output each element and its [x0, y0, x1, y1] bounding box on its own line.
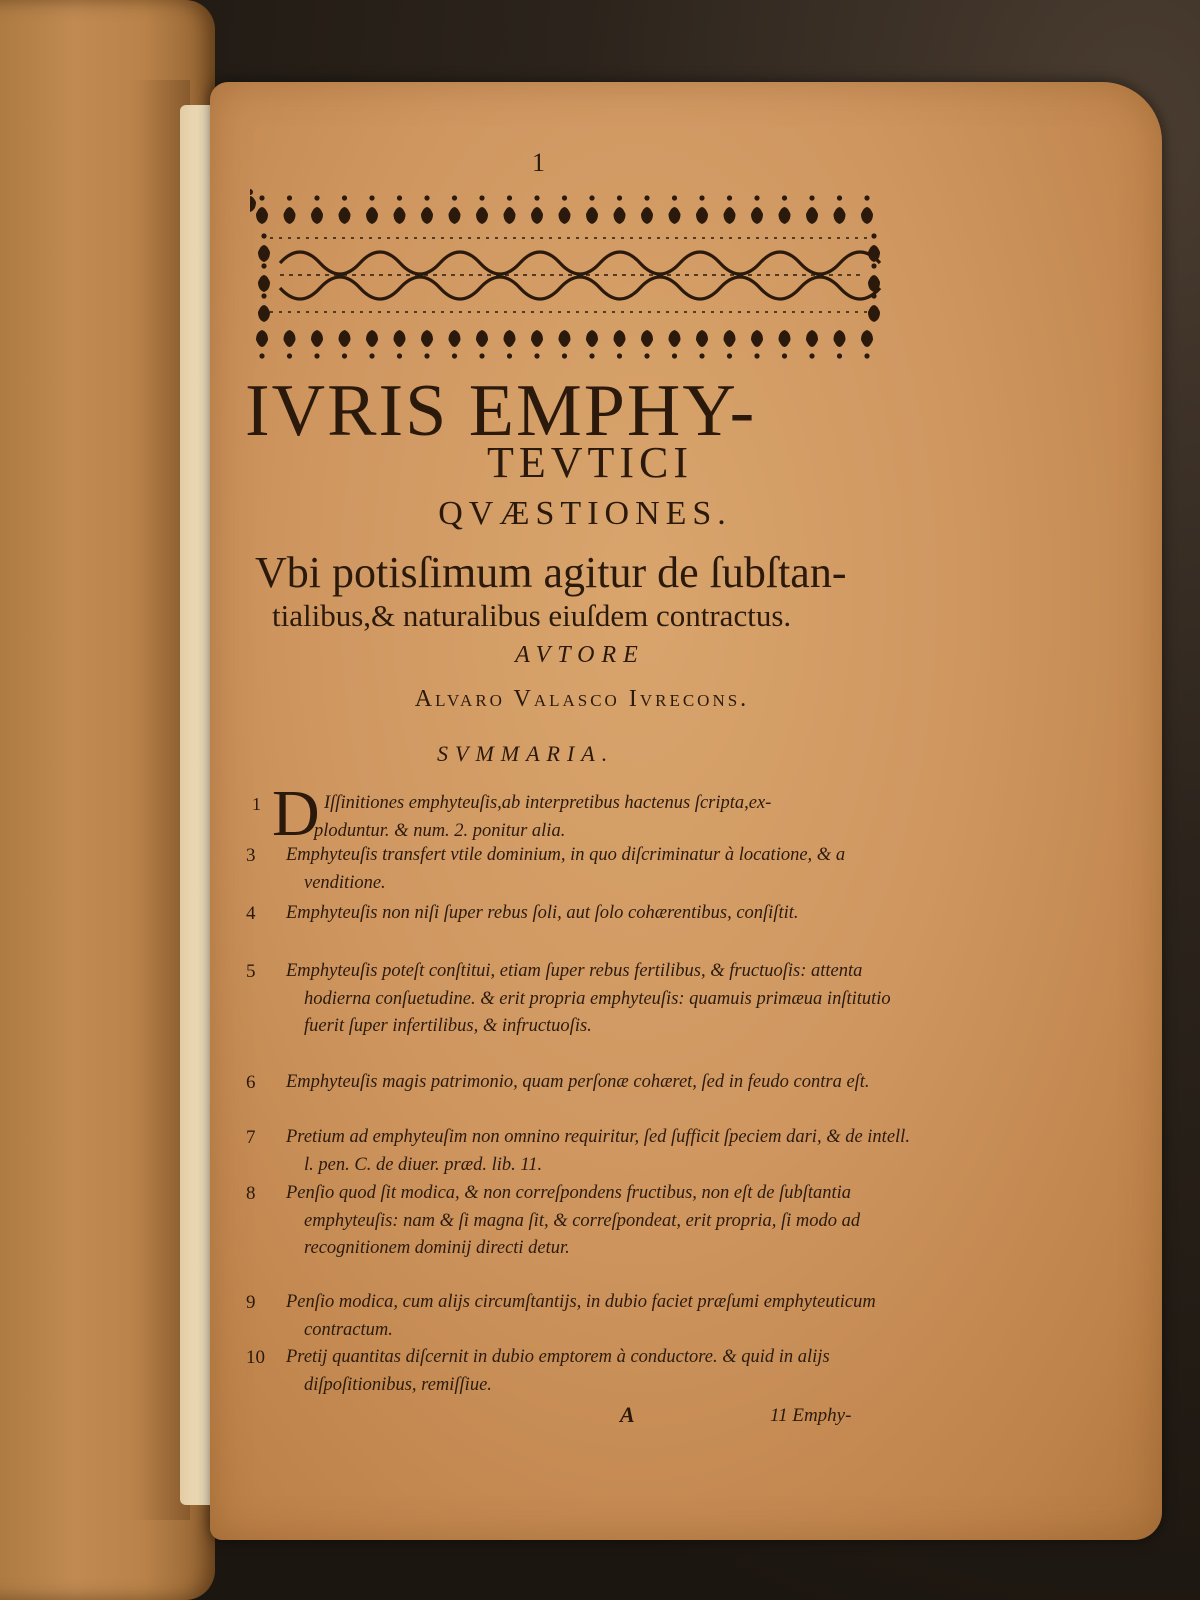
title-line-1: IVRIS EMPHY- [245, 370, 757, 452]
ornament-drop [476, 330, 488, 347]
ornament-drop [504, 330, 516, 347]
ornament-dot [672, 353, 677, 358]
ornament-dot [369, 353, 374, 358]
ornament-dot [452, 353, 457, 358]
ornament-drop [641, 207, 653, 224]
ornament-dot [287, 195, 292, 200]
ornament-drop [834, 207, 846, 224]
entry-number: 3 [246, 845, 256, 866]
ornament-dot [837, 353, 842, 358]
ornament-dot [479, 353, 484, 358]
ornament-dot [809, 353, 814, 358]
autore-label: AVTORE [515, 642, 645, 668]
ornament-dot [534, 353, 539, 358]
ornament-drop [586, 330, 598, 347]
entry-number: 10 [246, 1347, 265, 1368]
ornament-dot [562, 195, 567, 200]
title-line-3: QVÆSTIONES. [438, 495, 732, 532]
ornament-dot [259, 353, 264, 358]
ornamental-headpiece [250, 188, 890, 368]
ornament-drop [751, 330, 763, 347]
ornament-dot [314, 195, 319, 200]
ornament-dot [452, 195, 457, 200]
ornament-drop [284, 330, 296, 347]
ornament-dot [424, 353, 429, 358]
title-line-2: TEVTICI [486, 438, 694, 487]
ornament-drop [284, 207, 296, 224]
ornament-drop [806, 207, 818, 224]
ornament-dot [727, 195, 732, 200]
ornament-dot [672, 195, 677, 200]
ornament-drop [614, 207, 626, 224]
ornament-dot [314, 353, 319, 358]
entry-number: 4 [246, 903, 256, 924]
ornament-drop [394, 207, 406, 224]
ornament-dot [342, 195, 347, 200]
entry-number: 5 [246, 961, 256, 982]
ornament-drop [559, 207, 571, 224]
ornament-dot [699, 353, 704, 358]
ornament-dot [644, 353, 649, 358]
ornament-drop [311, 330, 323, 347]
ornament-dot [871, 263, 876, 268]
ornament-drop [421, 330, 433, 347]
entry-text: Penſio quod ſit modica, & non correſpondens fructibus, non eſt de ſubſtantia emphyteuſis: nam & ſi magna ſit, & correſpondeat, erit propria, ſi modo ad recognitionem dominij directi detur. [286, 1183, 861, 1258]
ornament-dot [562, 353, 567, 358]
ornament-drop [806, 330, 818, 347]
ornament-drop [868, 305, 880, 322]
ornament-drop [258, 305, 270, 322]
ornament-drop [531, 207, 543, 224]
ornament-dot [261, 293, 266, 298]
ornament-drop [724, 207, 736, 224]
ornament-drop [669, 207, 681, 224]
ornament-dot [507, 353, 512, 358]
ornament-dot [782, 353, 787, 358]
ornament-drop [258, 245, 270, 262]
entry-text: Emphyteuſis poteſt conſtitui, etiam ſuper rebus fertilibus, & fructuoſis: attenta hodierna conſuetudine. & erit propria emphyteuſis: quamuis primæua inſtitutio fuerit ſuper infertilibus, & infructuoſis. [286, 961, 891, 1036]
ornament-drop [504, 207, 516, 224]
ornament-dot [589, 195, 594, 200]
entry-number: 1 [252, 794, 261, 814]
entry-number: 7 [246, 1127, 256, 1148]
first-entry-line-2: ploduntur. & num. 2. ponitur alia. [314, 820, 566, 841]
entry-number: 8 [246, 1183, 256, 1204]
ornament-dot [479, 195, 484, 200]
ornament-drop [696, 330, 708, 347]
first-entry-text [314, 790, 894, 845]
ornament-drop [779, 207, 791, 224]
entry-number: 9 [246, 1292, 256, 1313]
ornament-drop [256, 207, 268, 224]
first-entry-line-1: Iſſinitiones emphyteuſis,ab interpretibus hactenus ſcripta,ex- [324, 793, 772, 813]
entry-text: Emphyteuſis transfert vtile dominium, in quo diſcriminatur à locatione, & a venditione. [286, 845, 846, 893]
ornament-dot [754, 195, 759, 200]
entry-text: Pretij quantitas diſcernit in dubio emptorem à conductore. & quid in alijs diſpoſitionibus, remiſſiue. [286, 1347, 830, 1395]
entry-number: 6 [246, 1072, 256, 1093]
page-number: 1 [532, 148, 545, 177]
ornament-drop [449, 330, 461, 347]
ornament-dot [864, 353, 869, 358]
ornament-drop [394, 330, 406, 347]
ornament-drop [641, 330, 653, 347]
subtitle-line-1: Vbi potisſimum agitur de ſubſtan- [255, 548, 847, 597]
ornament-dot [342, 353, 347, 358]
ornament-drop [531, 330, 543, 347]
ornament-drop [834, 330, 846, 347]
ornament-drop [861, 330, 873, 347]
ornament-drop [586, 207, 598, 224]
ornament-drop [258, 275, 270, 292]
ornament-dot [424, 195, 429, 200]
ornament-drop [339, 330, 351, 347]
ornament-drop [724, 330, 736, 347]
ornament-drop [559, 330, 571, 347]
ornament-dot [644, 195, 649, 200]
ornament-drop [751, 207, 763, 224]
ornament-top-row [250, 189, 256, 212]
ornament-dot [589, 353, 594, 358]
ornament-drop [614, 330, 626, 347]
ornament-dot [259, 195, 264, 200]
ornament-dot [397, 195, 402, 200]
ornament-dot [754, 353, 759, 358]
ornament-drop [861, 207, 873, 224]
ornament-drop [476, 207, 488, 224]
entry-text: Pretium ad emphyteuſim non omnino requiritur, ſed ſufficit ſpeciem dari, & de intell. l. pen. C. de diuer. præd. lib. 11. [286, 1127, 910, 1175]
ornament-dot [809, 195, 814, 200]
ornament-dot [534, 195, 539, 200]
ornament-drop [366, 207, 378, 224]
ornament-dot [369, 195, 374, 200]
ornament-drop [256, 330, 268, 347]
entry-text: Emphyteuſis magis patrimonio, quam perſonæ cohæret, ſed in feudo contra eſt. [286, 1072, 870, 1092]
ornament-dot [617, 195, 622, 200]
entry-text: Emphyteuſis non niſi ſuper rebus ſoli, aut ſolo cohærentibus, conſiſtit. [286, 903, 799, 923]
entry-text: Penſio modica, cum alijs circumſtantijs, in dubio faciet præſumi emphyteuticum contractum. [286, 1292, 876, 1340]
ornament-drop [366, 330, 378, 347]
ornament-dot [507, 195, 512, 200]
ornament-drop [421, 207, 433, 224]
ornament-dot [864, 195, 869, 200]
subtitle-line-2: tialibus,& naturalibus eiuſdem contractus. [272, 598, 792, 633]
ornament-dot [699, 195, 704, 200]
ornament-dot [617, 353, 622, 358]
ornament-drop [696, 207, 708, 224]
summaria-heading: SVMMARIA. [437, 741, 615, 766]
ornament-dot [871, 233, 876, 238]
drop-capital: D [272, 777, 320, 850]
signature-mark: A [620, 1402, 635, 1427]
ornament-drop [311, 207, 323, 224]
ornament-dot [871, 293, 876, 298]
author-name: Alvaro Valasco Ivrecons. [414, 686, 750, 712]
ornament-drop [669, 330, 681, 347]
ornament-dot [261, 263, 266, 268]
ornament-drop [449, 207, 461, 224]
ornament-dot [782, 195, 787, 200]
ornament-dot [727, 353, 732, 358]
ornament-dot [397, 353, 402, 358]
catchword: 11 Emphy- [770, 1405, 852, 1426]
ornament-dot [287, 353, 292, 358]
ornament-drop [779, 330, 791, 347]
ornament-drop [339, 207, 351, 224]
ornament-dot [837, 195, 842, 200]
ornament-dot [261, 233, 266, 238]
